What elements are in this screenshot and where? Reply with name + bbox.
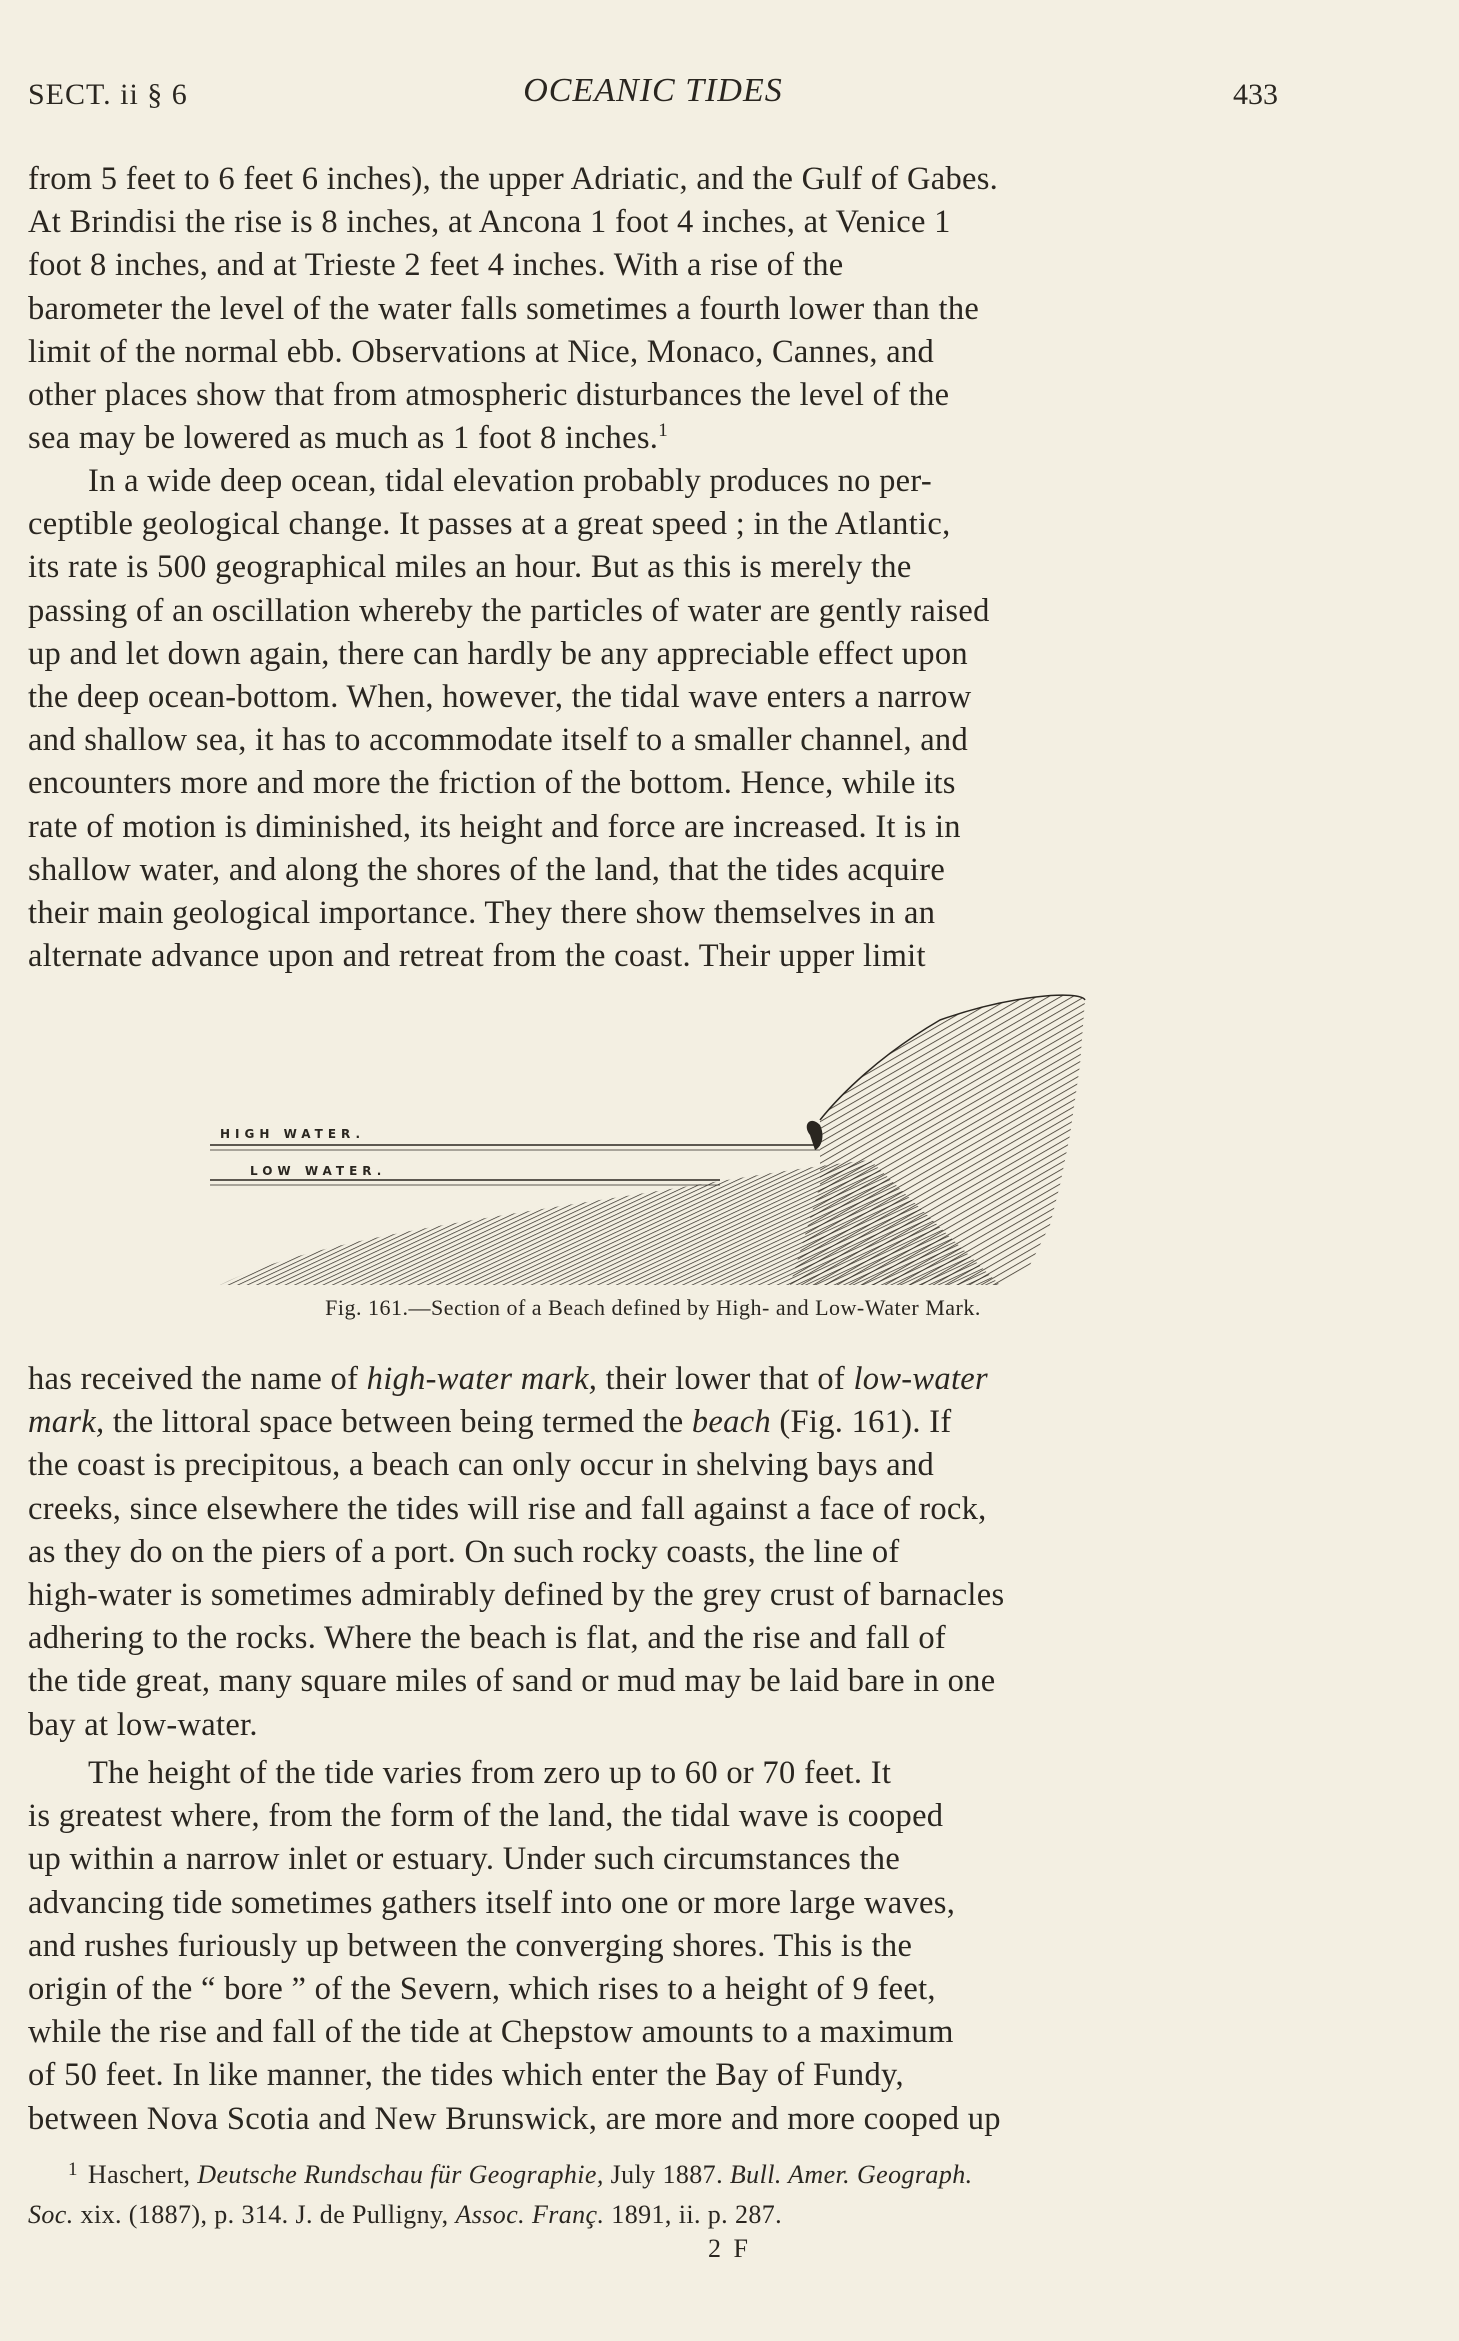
text-line [28, 417, 1278, 460]
italic-term: Bull. Amer. Geograph. [729, 2160, 973, 2189]
footnote-line [28, 2150, 1278, 2195]
text-line [28, 1401, 1278, 1444]
paragraph-tidal-elevation [28, 460, 1278, 978]
text-line: encounters more and more the friction of the bottom. Hence, while its [28, 765, 956, 802]
footnote-mark: 1 [68, 2159, 78, 2180]
running-header [28, 70, 1278, 114]
text-line: ceptible geological change. It passes at a great speed ; in the Atlantic, [28, 506, 951, 543]
text-line: is greatest where, from the form of the land, the tidal wave is cooped [28, 1798, 944, 1835]
text-line: shallow water, and along the shores of the land, that the tides acquire [28, 851, 946, 888]
text-line: alternate advance upon and retreat from the coast. Their upper limit [28, 938, 926, 975]
text-line [28, 1358, 1278, 1401]
italic-term: Assoc. Franç. [455, 2200, 605, 2229]
text-line: from 5 feet to 6 feet 6 inches), the upper Adriatic, and the Gulf of Gabes. [28, 161, 999, 197]
text-line: The height of the tide varies from zero up to 60 or 70 feet. It [88, 1755, 892, 1791]
text-segment: July 1887. [603, 2160, 730, 2189]
footnote-reference: 1 [658, 420, 669, 442]
text-line: At Brindisi the rise is 8 inches, at Ancona 1 foot 4 inches, at Venice 1 [28, 204, 951, 241]
text-segment: 1891, ii. p. 287. [604, 2200, 783, 2229]
italic-term: Deutsche Rundschau für Geographie, [197, 2160, 604, 2189]
italic-term: low-water [853, 1361, 988, 1397]
high-water-label: HIGH WATER. [220, 1127, 366, 1141]
text-line: as they do on the piers of a port. On such rocky coasts, the line of [28, 1533, 900, 1570]
text-line: bay at low-water. [28, 1706, 258, 1743]
text-line: creeks, since elsewhere the tides will rise and fall against a face of rock, [28, 1490, 987, 1527]
text-line: rate of motion is diminished, its height and force are increased. It is in [28, 808, 961, 845]
footnote [28, 2150, 1278, 2235]
text-line: while the rise and fall of the tide at Chepstow amounts to a maximum [28, 2014, 954, 2051]
text-line: its rate is 500 geographical miles an hour. But as this is merely the [28, 549, 912, 586]
text-line: of 50 feet. In like manner, the tides which enter the Bay of Fundy, [28, 2057, 904, 2094]
text-segment: xix. (1887), p. 314. J. de Pulligny, [73, 2200, 456, 2229]
text-segment: Haschert, [87, 2160, 198, 2189]
italic-term: mark, [28, 1404, 105, 1441]
text-line: and shallow sea, it has to accommodate itself to a smaller channel, and [28, 722, 969, 759]
italic-term: Soc. [28, 2200, 74, 2229]
paragraph-tide-height [28, 1752, 1278, 2141]
text-segment: their lower that of [597, 1361, 854, 1397]
text-line: barometer the level of the water falls sometimes a fourth lower than the [28, 290, 980, 327]
text-line: high-water is sometimes admirably defined by the grey crust of barnacles [28, 1577, 1005, 1614]
beach-hatching [220, 1160, 1000, 1285]
text-segment: the littoral space between being termed the [104, 1404, 692, 1441]
text-segment: has received the name of [28, 1361, 367, 1397]
text-line: up within a narrow inlet or estuary. Under such circumstances the [28, 1841, 901, 1878]
text-line: foot 8 inches, and at Trieste 2 feet 4 inches. With a rise of the [28, 247, 844, 284]
italic-term: high-water mark, [366, 1361, 598, 1397]
text-line: the coast is precipitous, a beach can only occur in shelving bays and [28, 1447, 935, 1484]
text-line: and rushes furiously up between the converging shores. This is the [28, 1927, 913, 1964]
text-line: the tide great, many square miles of sand or mud may be laid bare in one [28, 1663, 996, 1700]
page-number: 433 [1233, 78, 1278, 111]
italic-term: beach [691, 1404, 771, 1441]
paragraph-beach [28, 1358, 1278, 1747]
beach-section-figure [180, 985, 1190, 1285]
figure-caption: Fig. 161.—Section of a Beach defined by High- and Low-Water Mark. [325, 1295, 981, 1320]
text-segment: sea may be lowered as much as 1 foot 8 inches. [28, 420, 659, 457]
footnote-line [28, 2195, 1278, 2235]
running-title: OCEANIC TIDES [523, 72, 783, 109]
text-line: In a wide deep ocean, tidal elevation probably produces no per- [88, 463, 932, 499]
text-line: limit of the normal ebb. Observations at Nice, Monaco, Cannes, and [28, 333, 935, 370]
text-segment: (Fig. 161). If [770, 1404, 952, 1441]
text-line: advancing tide sometimes gathers itself into one or more large waves, [28, 1884, 956, 1921]
text-line: up and let down again, there can hardly be any appreciable effect upon [28, 635, 968, 672]
text-line: passing of an oscillation whereby the particles of water are gently raised [28, 592, 990, 629]
text-line: adhering to the rocks. Where the beach is flat, and the rise and fall of [28, 1620, 947, 1657]
section-reference: SECT. ii § 6 [28, 78, 188, 111]
low-water-label: LOW WATER. [250, 1164, 387, 1178]
signature-mark: 2 F [708, 2234, 751, 2263]
text-line: between Nova Scotia and New Brunswick, are more and more cooped up [28, 2100, 1001, 2137]
text-line: other places show that from atmospheric disturbances the level of the [28, 377, 950, 414]
text-line: origin of the “ bore ” of the Severn, which rises to a height of 9 feet, [28, 1971, 936, 2008]
text-line: their main geological importance. They there show themselves in an [28, 895, 936, 932]
text-line: the deep ocean-bottom. When, however, the tidal wave enters a narrow [28, 679, 972, 716]
paragraph-continued [28, 158, 1278, 460]
